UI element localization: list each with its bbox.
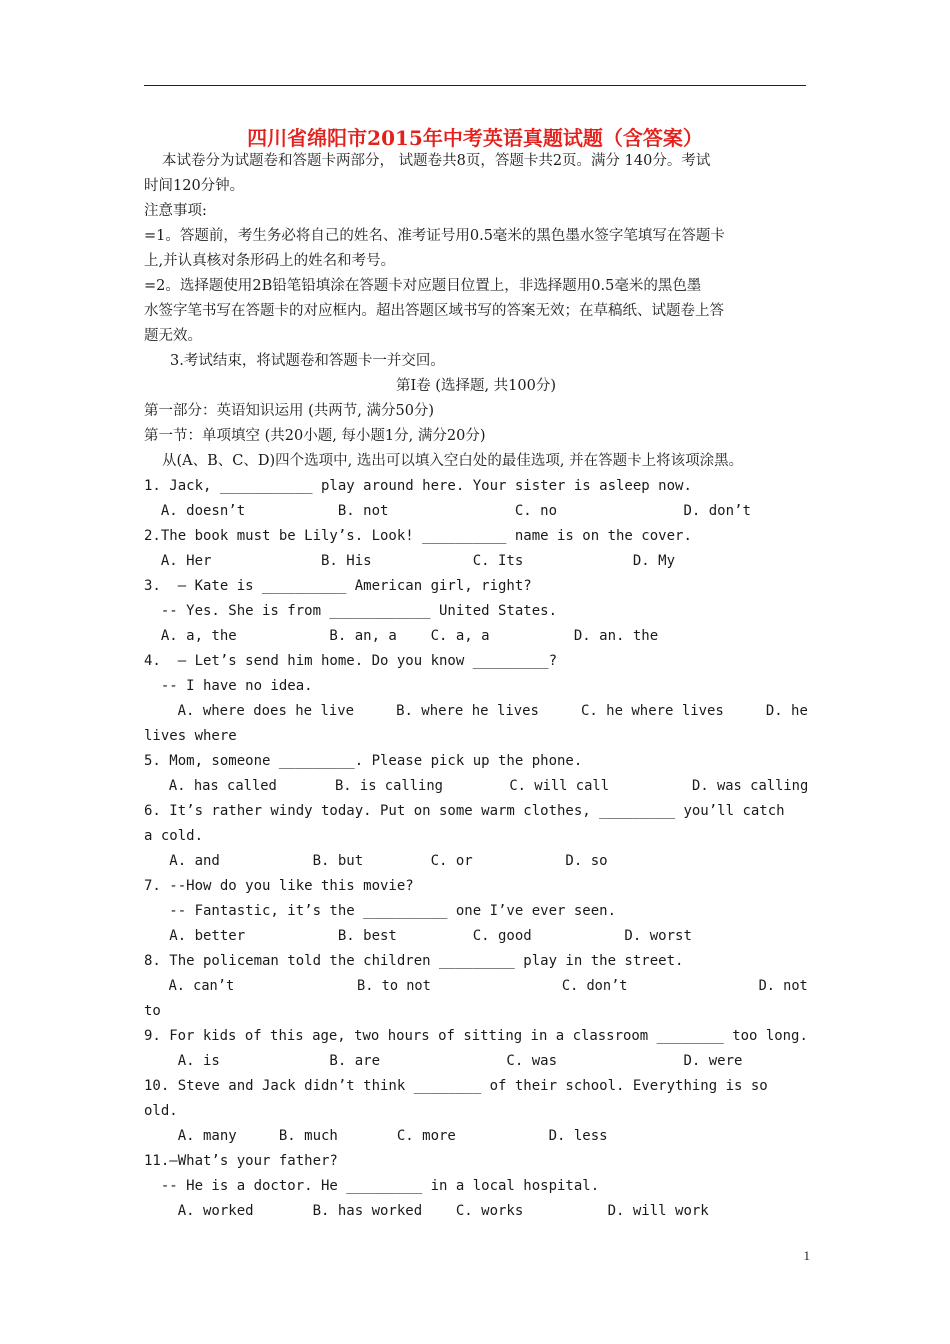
question-line: -- Fantastic, it’s the __________ one I’ve ever seen.: [144, 903, 617, 919]
question-options: A. a, the B. an, a C. a, a D. an. the: [144, 628, 659, 644]
question-line: -- Yes. She is from ____________ United States.: [144, 603, 558, 619]
question-options: A. and B. but C. or D. so: [144, 853, 608, 869]
notice-heading: 注意事项:: [144, 203, 207, 219]
header-rule: [144, 85, 806, 86]
part-1-heading: 第一部分：英语知识运用 (共两节, 满分50分): [144, 403, 435, 419]
question-line: 8. The policeman told the children _________ play in the street.: [144, 953, 684, 969]
intro-line-2: 时间120分钟。: [144, 178, 245, 194]
question-options: A. Her B. His C. Its D. My: [144, 553, 676, 569]
question-options: A. has called B. is calling C. will call D. was calling: [144, 778, 809, 794]
notice-item-2-line-1: =2。选择题使用2B铅笔铅填涂在答题卡对应题目位置上，非选择题用0.5毫米的黑色墨: [144, 278, 702, 294]
intro-line-1: 本试卷分为试题卷和答题卡两部分， 试题卷共8页，答题卡共2页。满分 140分。考试: [162, 153, 711, 169]
question-options: A. where does he live B. where he lives C. he where lives D. he: [144, 703, 808, 719]
question-line: 9. For kids of this age, two hours of sitting in a classroom ________ too long.: [144, 1028, 808, 1044]
document-title: 四川省绵阳市2015年中考英语真题试题（含答案）: [247, 126, 703, 150]
question-line: 4. – Let’s send him home. Do you know _________?: [144, 653, 558, 669]
question-options: A. doesn’t B. not C. no D. don’t: [144, 503, 751, 519]
question-options: to: [144, 1003, 161, 1019]
notice-item-2-line-3: 题无效。: [144, 328, 202, 344]
question-line: 7. --How do you like this movie?: [144, 878, 414, 894]
question-line: old.: [144, 1103, 178, 1119]
question-line: -- I have no idea.: [144, 678, 313, 694]
notice-item-1-line-2: 上,并认真核对条形码上的姓名和考号。: [144, 253, 396, 269]
question-line: 3. – Kate is __________ American girl, right?: [144, 578, 532, 594]
part-1-section-1-heading: 第一节：单项填空 (共20小题, 每小题1分, 满分20分): [144, 428, 486, 444]
question-line: 2.The book must be Lily’s. Look! __________ name is on the cover.: [144, 528, 692, 544]
question-line: 6. It’s rather windy today. Put on some warm clothes, _________ you’ll catch: [144, 803, 785, 819]
question-options: A. can’t B. to not C. don’t D. not: [144, 978, 808, 994]
question-line: -- He is a doctor. He _________ in a local hospital.: [144, 1178, 600, 1194]
notice-item-2-line-2: 水签字笔书写在答题卡的对应框内。超出答题区域书写的答案无效；在草稿纸、试题卷上答: [144, 303, 724, 319]
question-options: A. is B. are C. was D. were: [144, 1053, 743, 1069]
volume-heading: 第Ⅰ卷 (选择题, 共100分): [395, 378, 557, 394]
question-options: A. many B. much C. more D. less: [144, 1128, 608, 1144]
notice-item-3: 3.考试结束，将试题卷和答题卡一并交回。: [170, 353, 445, 369]
question-line: 5. Mom, someone _________. Please pick up the phone.: [144, 753, 583, 769]
page-number: 1: [803, 1248, 810, 1263]
instruction: 从(A、B、C、D)四个选项中, 选出可以填入空白处的最佳选项, 并在答题卡上将该项涂黑。: [162, 453, 744, 469]
question-line: a cold.: [144, 828, 204, 844]
question-options: lives where: [144, 728, 237, 744]
question-options: A. worked B. has worked C. works D. will work: [144, 1203, 709, 1219]
question-line: 11.—What’s your father?: [144, 1153, 338, 1169]
notice-item-1-line-1: =1。答题前，考生务必将自己的姓名、准考证号用0.5毫米的黑色墨水签字笔填写在答题卡: [144, 228, 725, 244]
question-line: 10. Steve and Jack didn’t think ________ of their school. Everything is so: [144, 1078, 768, 1094]
question-options: A. better B. best C. good D. worst: [144, 928, 692, 944]
question-line: 1. Jack, ___________ play around here. Your sister is asleep now.: [144, 478, 692, 494]
